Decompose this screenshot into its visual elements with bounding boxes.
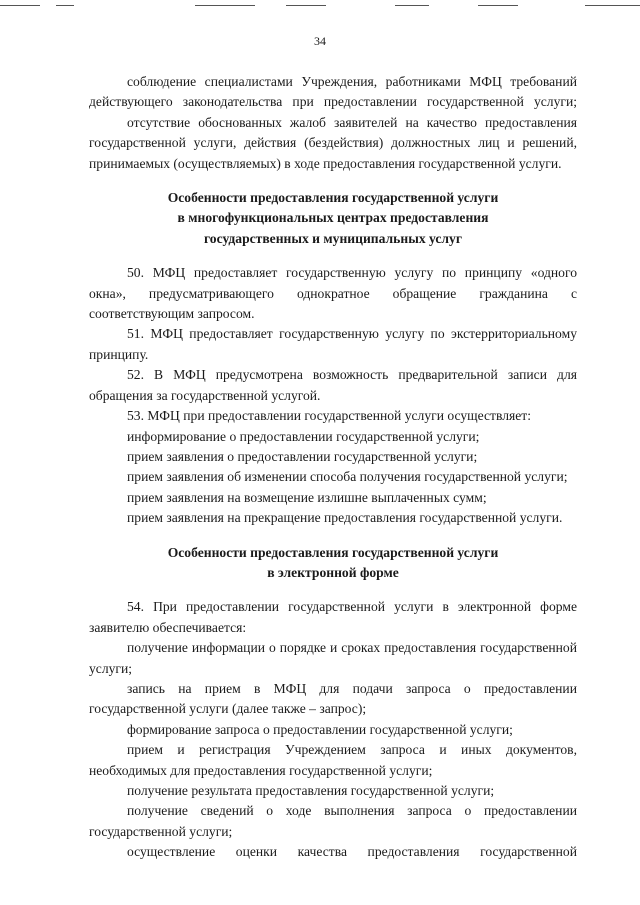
paragraph: 52. В МФЦ предусмотрена возможность предварительной записи для обращения за государственной услугой.	[89, 367, 577, 403]
scan-artifact	[56, 5, 74, 6]
paragraph: 51. МФЦ предоставляет государственную услугу по экстерриториальному принципу.	[89, 326, 577, 362]
paragraph: формирование запроса о предоставлении государственной услуги;	[127, 721, 513, 737]
heading-line: в многофункциональных центрах предоставления	[177, 210, 489, 226]
page-number: 34	[314, 34, 326, 48]
paragraph: прием и регистрация Учреждением запроса и иных документов, необходимых для предоставления государственной услуги;	[89, 742, 577, 778]
scan-artifact	[286, 5, 326, 6]
heading-line: Особенности предоставления государственной услуги	[167, 190, 499, 206]
paragraph: получение информации о порядке и сроках предоставления государственной услуги;	[89, 640, 577, 676]
paragraph: прием заявления о предоставлении государственной услуги;	[127, 448, 478, 464]
scan-artifact	[195, 5, 255, 6]
paragraph: прием заявления об изменении способа получения государственной услуги;	[127, 469, 568, 485]
document-body	[89, 72, 577, 863]
paragraph: 53. МФЦ при предоставлении государственной услуги осуществляет:	[127, 408, 531, 424]
paragraph: информирование о предоставлении государственной услуги;	[127, 428, 480, 444]
paragraph: осуществление оценки качества предоставления государственной	[127, 844, 577, 860]
paragraph: получение результата предоставления государственной услуги;	[127, 783, 495, 798]
heading-line: государственных и муниципальных услуг	[203, 230, 463, 246]
section-heading	[89, 543, 577, 584]
paragraph: получение сведений о ходе выполнения запроса о предоставлении государственной услуги;	[89, 803, 577, 839]
paragraph: прием заявления на возмещение излишне выплаченных сумм;	[127, 489, 487, 505]
heading-line: в электронной форме	[267, 564, 399, 580]
paragraph: запись на прием в МФЦ для подачи запроса о предоставлении государственной услуги (далее также – запрос);	[89, 680, 577, 717]
scan-artifact	[0, 5, 40, 6]
paragraph: 54. При предоставлении государственной услуги в электронной форме заявителю обеспечивается:	[89, 599, 577, 635]
paragraph: 50. МФЦ предоставляет государственную услугу по принципу «одного окна», предусматривающего однократное обращение гражданина с соответствующим запросом.	[89, 265, 577, 322]
paragraph: отсутствие обоснованных жалоб заявителей на качество предоставления государственной услуги, действия (бездействия) должностных лиц и решений, принимаемых (осуществляемых) в ходе предоставления государственной услуги.	[89, 114, 577, 171]
paragraph: соблюдение специалистами Учреждения, работниками МФЦ требований действующего законодательства при предоставлении государственной услуги;	[89, 74, 577, 110]
paragraph: прием заявления на прекращение предоставления государственной услуги.	[127, 510, 563, 526]
scan-artifact	[395, 5, 429, 6]
heading-line: Особенности предоставления государственной услуги	[167, 544, 499, 560]
scan-artifact	[478, 5, 518, 6]
scan-artifact	[585, 5, 640, 6]
section-heading	[89, 188, 577, 249]
